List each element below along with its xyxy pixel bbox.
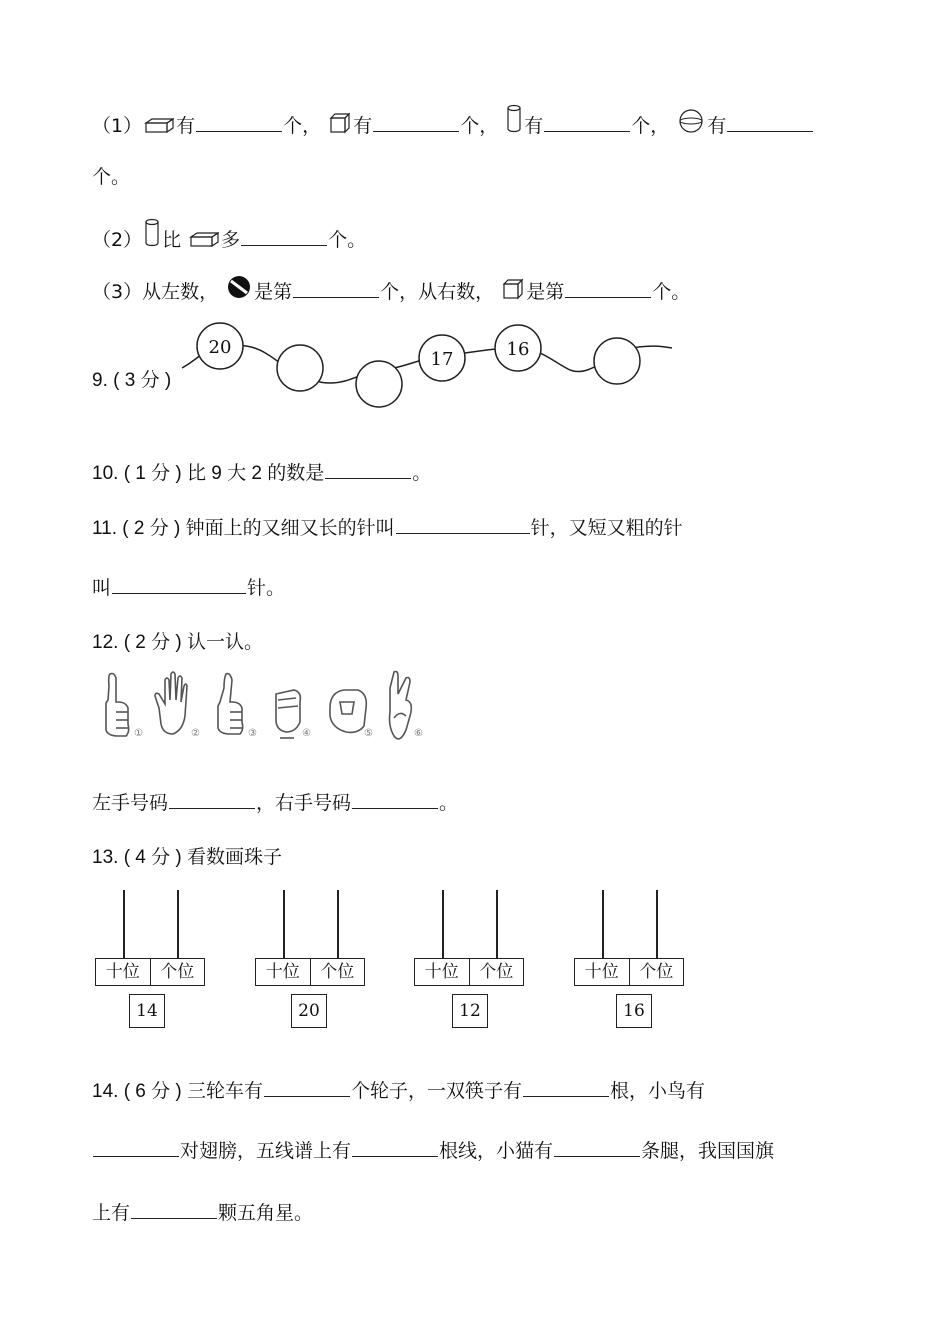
q8-from-right: 个，从右数， (380, 281, 495, 303)
q12-right-label: ，右手号码 (256, 792, 352, 814)
q13-abacus-2[interactable] (255, 890, 367, 1030)
q14-blank-wheels[interactable] (264, 1078, 350, 1097)
q13-abacus-1[interactable] (95, 890, 207, 1030)
abacus-rod-ones (177, 890, 179, 958)
q8-blank-left[interactable] (293, 279, 379, 298)
q8-line3 (92, 274, 690, 305)
cylinder-icon (506, 104, 522, 134)
ones-label: 个位 (479, 962, 514, 982)
q13-label: 13. ( 4 分 ) 看数画珠子 (92, 847, 283, 868)
abacus-rod-tens (602, 890, 604, 958)
q8-part1-label: （1） (92, 115, 143, 137)
q12-blank-left[interactable] (169, 790, 255, 809)
q9-bead-1-label: 20 (208, 337, 232, 358)
q11-line2 (92, 575, 285, 601)
q12-end: 。 (439, 792, 459, 814)
hand-3-number: ③ (248, 728, 257, 739)
ones-label: 个位 (160, 962, 195, 982)
q9-bead-string (180, 318, 680, 413)
q8-from-left: 从左数， (142, 281, 219, 303)
q14-line1 (92, 1078, 705, 1105)
q8-bi: 比 (162, 229, 182, 251)
ones-label: 个位 (639, 962, 674, 982)
cube-icon (502, 278, 524, 300)
q8-line1b-text: 个。 (92, 166, 131, 188)
hand-5-icon (330, 690, 366, 732)
q8-line2 (92, 218, 366, 253)
abacus-rod-tens (442, 890, 444, 958)
q8-blank-cube[interactable] (373, 113, 459, 132)
q8-blank-cuboid[interactable] (196, 113, 282, 132)
q8-line1 (92, 104, 814, 139)
q8-shi-di-1: 是第 (254, 281, 293, 303)
abacus-rod-tens (283, 890, 285, 958)
abacus-base (95, 958, 205, 986)
q8-part3-label: （3） (92, 281, 143, 303)
abacus-number-box: 16 (616, 994, 652, 1028)
hand-3-icon (218, 674, 243, 734)
q11-end: 针。 (247, 577, 286, 599)
hand-2-number: ② (191, 728, 200, 739)
q9-bead-3 (356, 361, 402, 407)
q14-blank-lines[interactable] (352, 1138, 438, 1157)
abacus-rod-ones (496, 890, 498, 958)
ball-icon (226, 274, 252, 300)
q8-has-4: 有 (707, 115, 727, 137)
tens-label: 十位 (256, 959, 311, 985)
tens-label: 十位 (575, 959, 630, 985)
abacus-rod-tens (123, 890, 125, 958)
abacus-base (255, 958, 365, 986)
q14-line3 (92, 1200, 313, 1226)
hand-1-icon (106, 674, 129, 737)
q14-chopsticks: 个轮子，一双筷子有 (351, 1081, 523, 1102)
q14-cat: 根线，小猫有 (439, 1140, 554, 1162)
abacus-base (574, 958, 684, 986)
q14-on: 上有 (92, 1202, 131, 1224)
q14-stars: 颗五角星。 (218, 1202, 314, 1224)
tens-label: 十位 (415, 959, 470, 985)
cube-icon (329, 112, 351, 134)
q11-line1 (92, 515, 683, 542)
hand-6-number: ⑥ (414, 728, 423, 739)
q8-ge-2: 个， (460, 115, 499, 137)
q8-has-3: 有 (524, 115, 544, 137)
abacus-number-box: 12 (452, 994, 488, 1028)
q9-bead-4-label: 17 (430, 349, 454, 370)
q14-line2 (92, 1138, 774, 1164)
q8-part3-end: 个。 (652, 281, 691, 303)
q14-blank-stars[interactable] (131, 1200, 217, 1219)
cylinder-icon (144, 218, 160, 248)
q10-line (92, 460, 431, 487)
q12-answer-line (92, 790, 458, 816)
q8-line1b (92, 164, 130, 190)
q14-blank-legs[interactable] (554, 1138, 640, 1157)
q14-tricycle: 14. ( 6 分 ) 三轮车有 (92, 1081, 264, 1102)
q8-blank-sphere[interactable] (727, 113, 813, 132)
q11-blank-2[interactable] (112, 575, 246, 594)
q14-blank-chopsticks[interactable] (523, 1078, 609, 1097)
q8-blank-cylinder[interactable] (544, 113, 630, 132)
q10-blank[interactable] (325, 460, 411, 479)
q10-end: 。 (412, 463, 432, 484)
q8-shi-di-2: 是第 (526, 281, 565, 303)
q8-part2-label: （2） (92, 229, 143, 251)
cuboid-icon (189, 232, 219, 248)
ones-label: 个位 (320, 962, 355, 982)
hand-2-icon (155, 672, 187, 734)
q8-part2-end: 个。 (328, 229, 367, 251)
q13-abacus-3[interactable] (414, 890, 526, 1030)
q8-blank-right[interactable] (565, 279, 651, 298)
q8-blank-compare[interactable] (241, 227, 327, 246)
hand-1-number: ① (134, 728, 143, 739)
abacus-number-box: 20 (291, 994, 327, 1028)
q8-ge-1: 个， (283, 115, 322, 137)
q8-has-1: 有 (176, 115, 196, 137)
q13-abacus-4[interactable] (574, 890, 686, 1030)
q9-bead-6 (594, 338, 640, 384)
q11-mid: 针，又短又粗的针 (530, 518, 683, 539)
hand-4-number: ④ (302, 728, 311, 739)
q14-staff: 对翅膀，五线谱上有 (180, 1140, 352, 1162)
q14-blank-wings[interactable] (93, 1138, 179, 1157)
abacus-rod-ones (656, 890, 658, 958)
q8-has-2: 有 (353, 115, 373, 137)
q11-l2-start: 叫 (92, 577, 112, 599)
cuboid-icon (144, 118, 174, 134)
q12-label: 12. ( 2 分 ) 认一认。 (92, 632, 264, 653)
hand-5-number: ⑤ (364, 728, 373, 739)
q11-label: 11. ( 2 分 ) 钟面上的又细又长的针叫 (92, 518, 395, 539)
hand-6-icon (390, 672, 412, 739)
q12-blank-right[interactable] (352, 790, 438, 809)
q8-duo: 多 (221, 229, 241, 251)
q10-label: 10. ( 1 分 ) 比 9 大 2 的数是 (92, 463, 325, 484)
hand-4-icon (276, 690, 300, 738)
q9-label: 9. ( 3 分 ) (92, 370, 172, 391)
q11-blank-1[interactable] (396, 515, 530, 534)
q9-bead-2 (277, 345, 323, 391)
q14-flag: 条腿，我国国旗 (641, 1140, 775, 1162)
q12-left-label: 左手号码 (92, 792, 169, 814)
q9-bead-5-label: 16 (506, 339, 530, 360)
sphere-icon (677, 108, 705, 134)
abacus-rod-ones (337, 890, 339, 958)
q14-bird: 根，小鸟有 (610, 1081, 706, 1102)
abacus-number-box: 14 (129, 994, 165, 1028)
abacus-base (414, 958, 524, 986)
q12-hands-figure (96, 668, 436, 753)
q8-ge-3: 个， (631, 115, 670, 137)
tens-label: 十位 (96, 959, 151, 985)
